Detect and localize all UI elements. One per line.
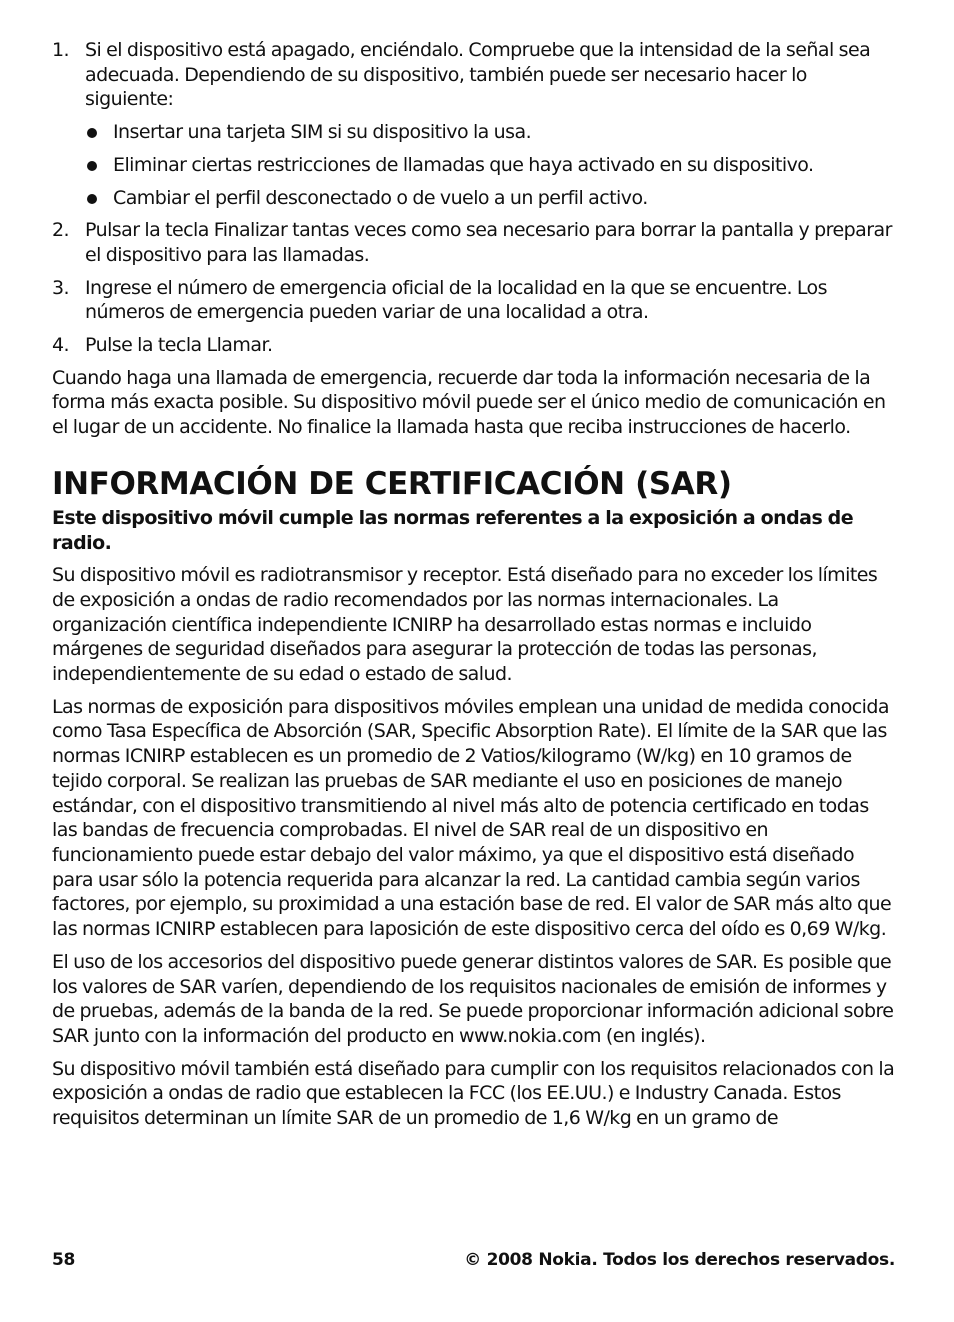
body-paragraph: El uso de los accesorios del dispositivo puede generar distintos valores de SAR. Es posible que los valores de SAR varíen, dependiendo de los requisitos nacionales de emisión de informes y de pruebas, además de la banda de la red. Se puede proporcionar información adicional sobre SAR junto con la información del producto en www.nokia.com (en inglés). [52,950,894,1047]
step-number: 3. [52,276,70,299]
step-text: Ingrese el número de emergencia oficial de la localidad en la que se encuentre. Los números de emergencia pueden variar de una localidad a otra. [85,276,827,324]
step-number: 1. [52,39,70,61]
step-item [52,38,897,210]
step-number: 4. [52,334,70,357]
steps-list [52,38,897,358]
step-item [52,276,897,325]
body-paragraph: Su dispositivo móvil es radiotransmisor y receptor. Está diseñado para no exceder los límites de exposición a ondas de radio recomendados por las normas internacionales. La organización científica independiente ICNIRP ha desarrollado estas normas e incluido márgenes de seguridad diseñados para asegurar la protección de todas las personas, independientemente de su edad o estado de salud. [52,564,878,686]
bullet-list [85,120,897,210]
step-text: Pulsar la tecla Finalizar tantas veces como sea necesario para borrar la pantalla y preparar el dispositivo para las llamadas. [85,219,892,266]
step-text: Pulse la tecla Llamar. [85,334,273,357]
section-heading: INFORMACIÓN DE CERTIFICACIÓN (SAR) [52,465,732,502]
page-content [52,38,897,1139]
page-footer [52,1250,895,1270]
step-number: 2. [52,219,70,242]
copyright-text: © 2008 Nokia. Todos los derechos reservados. [464,1250,895,1270]
bullet-item: Cambiar el perfil desconectado o de vuelo a un perfil activo. [85,186,897,211]
bullet-item: Insertar una tarjeta SIM si su dispositivo la usa. [85,120,897,145]
bullet-item: Eliminar ciertas restricciones de llamadas que haya activado en su dispositivo. [85,153,897,178]
page-number: 58 [52,1250,76,1270]
step-item [52,218,897,267]
lead-paragraph: Este dispositivo móvil cumple las normas referentes a la exposición a ondas de radio. [52,506,854,554]
step-item [52,333,897,358]
emergency-paragraph: Cuando haga una llamada de emergencia, recuerde dar toda la información necesaria de la forma más exacta posible. Su dispositivo móvil puede ser el único medio de comunicación en el lugar de un accidente. No finalice la llamada hasta que reciba instrucciones de hacerlo. [52,366,886,439]
body-paragraph: Su dispositivo móvil también está diseñado para cumplir con los requisitos relacionados con la exposición a ondas de radio que establecen la FCC (los EE.UU.) e Industry Canada. Estos requisitos determinan un límite SAR de un promedio de 1,6 W/kg en un gramo de [52,1057,895,1130]
body-paragraph: Las normas de exposición para dispositivos móviles emplean una unidad de medida conocida como Tasa Específica de Absorción (SAR, Specific Absorption Rate). El límite de la SAR que las normas ICNIRP establecen es un promedio de 2 Vatios/kilogramo (W/kg) en 10 gramos de tejido corporal. Se realizan las pruebas de SAR mediante el uso en posiciones de manejo estándar, con el dispositivo transmitiendo al nivel más alto de potencia certificado en todas las bandas de frecuencia comprobadas. El nivel de SAR real de un dispositivo en funcionamiento puede estar debajo del valor máximo, ya que el dispositivo está diseñado para usar sólo la potencia requerida para alcanzar la red. La cantidad cambia según varios factores, por ejemplo, su proximidad a una estación base de red. El valor de SAR más alto que las normas ICNIRP establecen para laposición de este dispositivo cerca del oído es 0,69 W/kg. [52,695,892,941]
step-text: Si el dispositivo está apagado, enciéndalo. Compruebe que la intensidad de la señal sea adecuada. Dependiendo de su dispositivo, también puede ser necesario hacer lo siguiente: [85,39,871,111]
